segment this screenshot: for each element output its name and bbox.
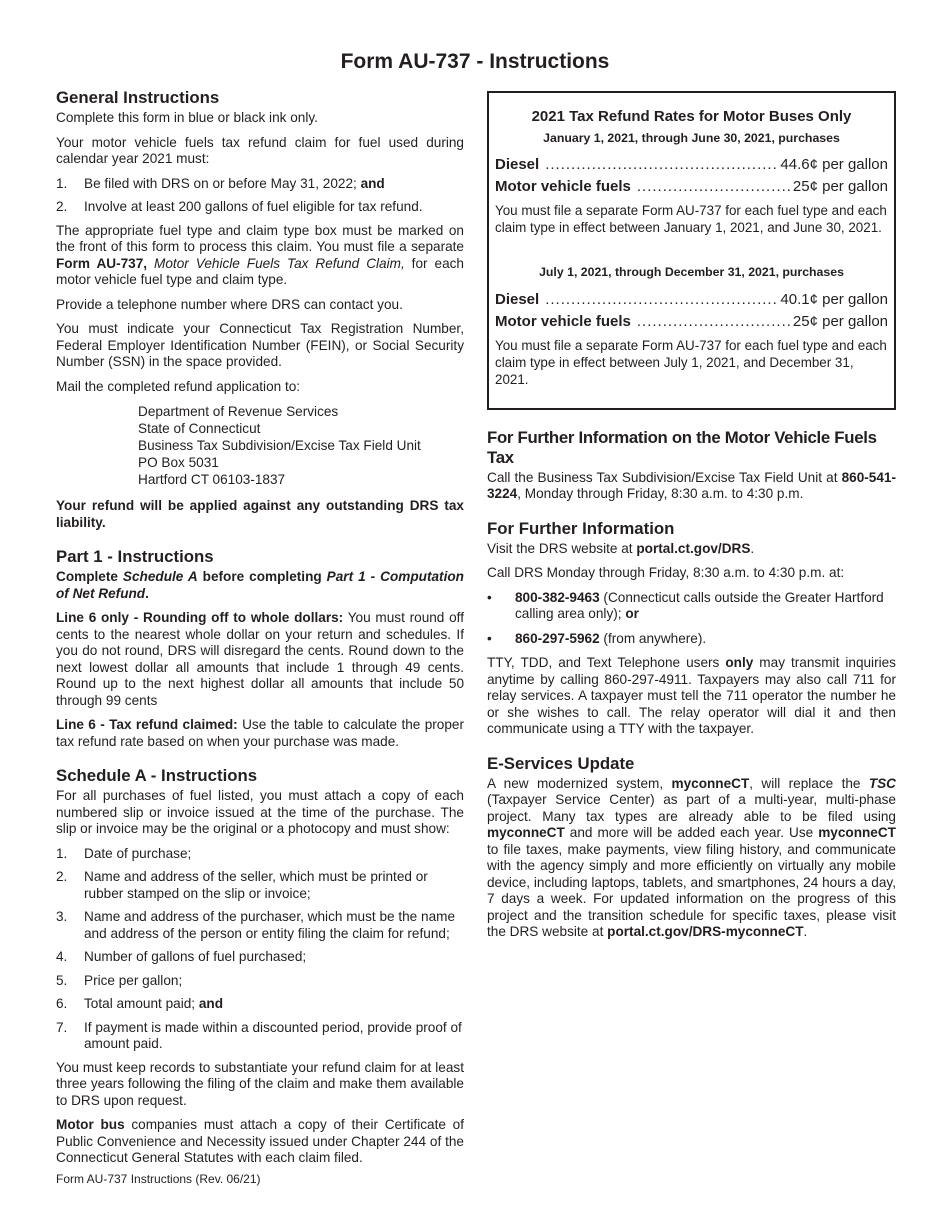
rates-note-1: You must file a separate Form AU-737 for each fuel type and each claim type in effect between January 1, 2021, and June 30, 2021. — [495, 203, 887, 235]
claim-requirements-list — [56, 176, 464, 216]
mail-intro: Mail the completed refund application to: — [56, 378, 301, 394]
rates-period-2: July 1, 2021, through December 31, 2021, purchases — [539, 265, 844, 279]
eservices-paragraph: A new modernized system, myconneCT, will replace the TSC (Taxpayer Service Center) as part of a multi-year, multi-phase project. Many tax types are already able to be filed using myconneCT and more will be added each year. Use myconneCT to file taxes, make payments, view filing history, and communicate with the agency simply and more efficiently on virtually any mobile device, including laptops, tablets, and smartphones, 24 hours a day, 7 days a week. For updated information on the progress of this project and the transition schedule for specific taxes, please visit the DRS website at portal.ct.gov/DRS-myconneCT. — [487, 775, 896, 939]
line6-refund: Line 6 - Tax refund claimed: Use the table to calculate the proper tax refund rate based on when your purchase was made. — [56, 717, 464, 749]
phone-list — [487, 590, 896, 648]
rates-note-2: You must file a separate Form AU-737 for each fuel type and each claim type in effect between July 1, 2021, and December 31, 2021. — [495, 337, 887, 387]
general-instructions-heading: General Instructions — [56, 88, 220, 107]
left-column — [56, 88, 464, 1175]
further-info-section — [487, 519, 896, 738]
further-info-heading: For Further Information — [487, 518, 675, 538]
slip-requirements-list — [56, 846, 464, 1053]
refund-rates-box — [487, 91, 896, 410]
myconnect-link[interactable]: portal.ct.gov/DRS-myconneCT — [607, 924, 804, 939]
fuels-tax-heading: For Further Information on the Motor Vehicle Fuels Tax — [487, 427, 877, 467]
list-item: 1. Be filed with DRS on or before May 31, 2022; and — [56, 175, 385, 191]
claim-requirements-intro: Your motor vehicle fuels tax refund claim for fuel used during calendar year 2021 must: — [56, 134, 464, 166]
rate-row-motor-fuels-2: Motor vehicle fuels ..... 25¢ per gallon — [495, 311, 888, 333]
rate-row-diesel-2: Diesel ..... 40.1¢ per gallon — [495, 289, 888, 311]
tty-paragraph: TTY, TDD, and Text Telephone users only may transmit inquiries anytime by calling 860-297-4911. Taxpayers may also call 711 for relay services. A taxpayer must tell the 711 operator the number he or she wishes to call. The relay operator will dial it and then communicate using a TTY with the taxpayer. — [487, 655, 896, 736]
rates-title: 2021 Tax Refund Rates for Motor Buses Only — [531, 108, 852, 125]
telephone-paragraph: Provide a telephone number where DRS can contact you. — [56, 296, 403, 312]
general-instructions-section — [56, 88, 464, 531]
fuel-type-paragraph: The appropriate fuel type and claim type box must be marked on the front of this form to process this claim. You must file a separate Form AU-737, Motor Vehicle Fuels Tax Refund Claim, for each motor vehicle fuel type and claim type. — [56, 222, 464, 287]
schedule-a-heading: Schedule A - Instructions — [56, 766, 258, 785]
list-item: 2. Name and address of the seller, which must be printed or rubber stamped on the slip or invoice; — [56, 869, 428, 901]
fuels-tax-info-section — [487, 428, 896, 503]
refund-liability-note: Your refund will be applied against any outstanding DRS tax liability. — [56, 498, 464, 530]
right-column — [487, 91, 896, 949]
rate-row-diesel-1: Diesel ..... 44.6¢ per gallon — [495, 154, 888, 176]
call-drs-line: Call DRS Monday through Friday, 8:30 a.m. to 4:30 p.m. at: — [487, 565, 845, 580]
eservices-heading: E-Services Update — [487, 753, 635, 773]
list-item: 1. Date of purchase; — [56, 845, 192, 861]
list-item: 6. Total amount paid; and — [56, 996, 224, 1011]
list-item: • 860-297-5962 (from anywhere). — [487, 630, 707, 646]
rate-row-motor-fuels-1: Motor vehicle fuels ..... 25¢ per gallon — [495, 176, 888, 198]
drs-website-link[interactable]: portal.ct.gov/DRS — [636, 540, 751, 556]
motor-bus-paragraph: Motor bus companies must attach a copy of their Certificate of Public Convenience and Necessity issued under Chapter 244 of the Connecticut General Statutes with each claim filed. — [56, 1117, 464, 1165]
eservices-section — [487, 754, 896, 941]
part1-heading: Part 1 - Instructions — [56, 547, 214, 566]
list-item: • 800-382-9463 (Connecticut calls outside the Greater Hartford calling area only); or — [487, 589, 884, 621]
tax-id-paragraph: You must indicate your Connecticut Tax Registration Number, Federal Employer Identification Number (FEIN), or Social Security Number (SSN) in the space provided. — [56, 321, 464, 369]
part1-section — [56, 547, 464, 750]
list-item: 3. Name and address of the purchaser, which must be the name and address of the person or entity filing the claim for refund; — [56, 909, 456, 941]
part1-intro: Complete Schedule A before completing Part 1 - Computation of Net Refund. — [56, 569, 464, 601]
ink-instruction: Complete this form in blue or black ink only. — [56, 110, 318, 125]
drs-website-line: Visit the DRS website at portal.ct.gov/DRS. — [487, 540, 755, 556]
schedule-a-intro: For all purchases of fuel listed, you must attach a copy of each numbered slip or invoice issued at the time of the purchase. The slip or invoice may be the original or a photocopy and must show: — [56, 788, 464, 836]
footer-form-revision: Form AU-737 Instructions (Rev. 06/21) — [56, 1172, 261, 1186]
rates-period-1: January 1, 2021, through June 30, 2021, purchases — [543, 130, 840, 145]
schedule-a-section — [56, 766, 464, 1167]
list-item: 4. Number of gallons of fuel purchased; — [56, 949, 307, 964]
line6-rounding: Line 6 only - Rounding off to whole dollars: You must round off cents to the nearest whole dollar on your return and schedules. If you do not round, DRS will disregard the cents. Round down to the next lowest dollar all amounts that include 1 through 49 cents. Round up to the next highest dollar all amounts that include 50 through 99 cents — [56, 610, 464, 708]
list-item: 5. Price per gallon; — [56, 972, 183, 988]
fuels-tax-contact: Call the Business Tax Subdivision/Excise Tax Field Unit at 860-541-3224, Monday through Friday, 8:30 a.m. to 4:30 p.m. — [487, 469, 896, 501]
record-keeping-paragraph: You must keep records to substantiate your refund claim for at least three years following the filing of the claim and make them available to DRS upon request. — [56, 1059, 464, 1108]
list-item: 2. Involve at least 200 gallons of fuel eligible for tax refund. — [56, 199, 423, 214]
list-item: 7. If payment is made within a discounted period, provide proof of amount paid. — [56, 1019, 462, 1051]
mailing-address: Department of Revenue Services State of Connecticut Business Tax Subdivision/Excise Tax Field Unit PO Box 5031 Hartford CT 06103-1837 — [138, 404, 421, 487]
page-title: Form AU-737 - Instructions — [340, 50, 610, 73]
